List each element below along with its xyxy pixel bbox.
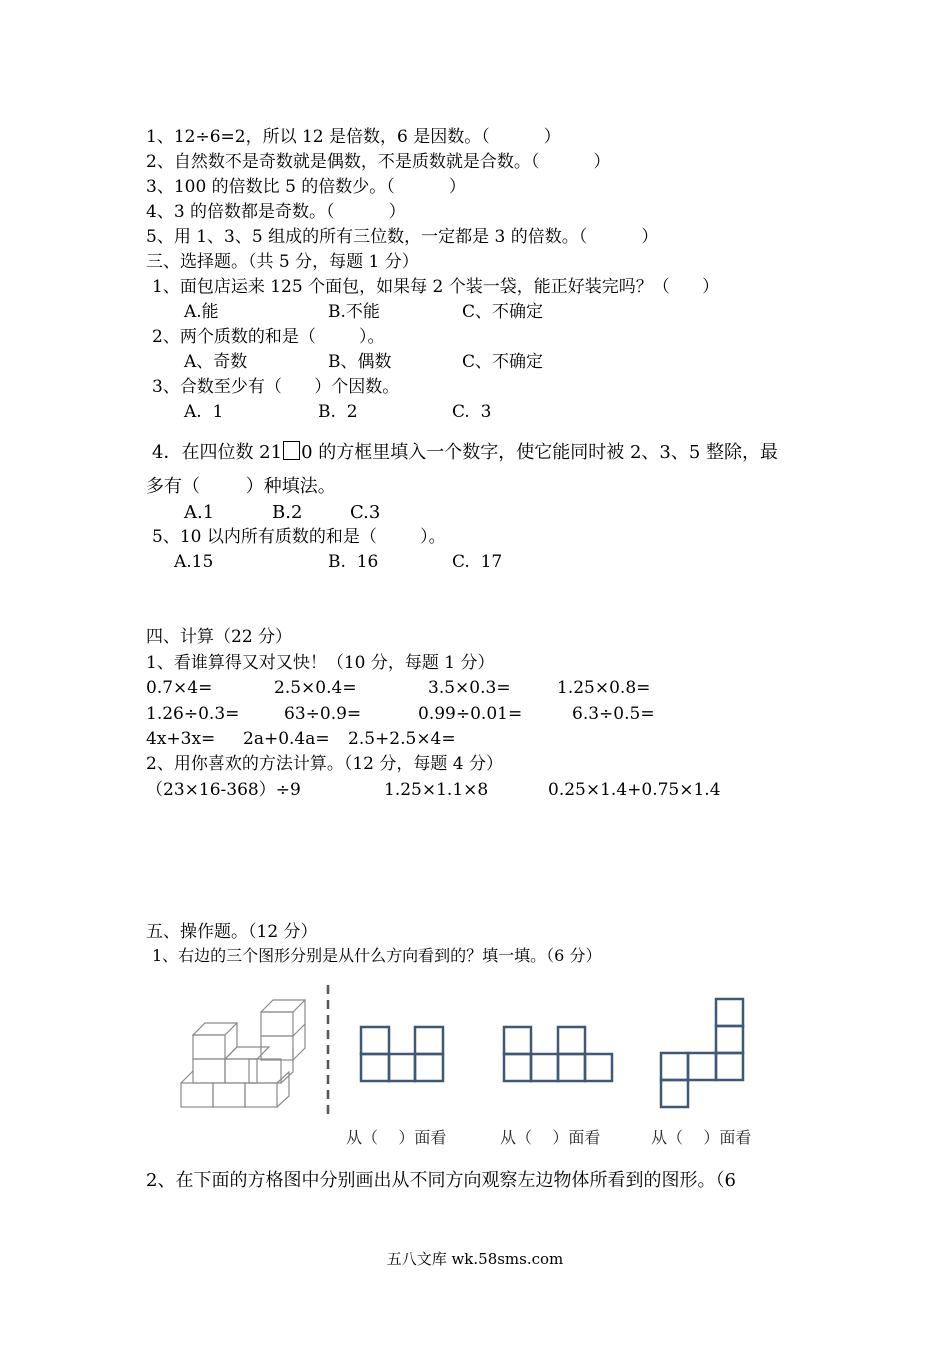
view-shape-2 — [504, 1027, 612, 1081]
choice-q4-b: B.2 — [272, 502, 303, 523]
choice-q2: 2、两个质数的和是（ ）。 — [152, 327, 385, 347]
calc-r3-3: 2.5+2.5×4= — [348, 729, 456, 749]
choice-q3-c: C. 3 — [452, 402, 492, 422]
judge-item-3: 3、100 的倍数比 5 的倍数少。（ ） — [146, 177, 466, 197]
choice-q3-a: A. 1 — [184, 402, 224, 422]
choice-q4-c: C.3 — [350, 502, 381, 523]
operation-q1: 1、右边的三个图形分别是从什么方向看到的？填一填。（6 分） — [152, 946, 602, 965]
judge-item-2: 2、自然数不是奇数就是偶数，不是质数就是合数。（ ） — [146, 152, 611, 172]
choice-q2-a: A、奇数 — [184, 352, 248, 372]
choice-q1-b: B.不能 — [328, 302, 380, 322]
calc-r1-1: 0.7×4= — [146, 678, 213, 698]
calc-r2-2: 63÷0.9= — [284, 704, 362, 724]
page-footer: 五八文库 wk.58sms.com — [386, 1250, 564, 1268]
choice-q4-text-1: 4．在四位数 21 — [152, 442, 283, 463]
calc-r1-2: 2.5×0.4= — [274, 678, 357, 698]
choice-q2-c: C、不确定 — [462, 352, 544, 372]
operation-q2: 2、在下面的方格图中分别画出从不同方向观察左边物体所看到的图形。（6 — [146, 1170, 736, 1191]
choice-q3-b: B. 2 — [318, 402, 358, 422]
choice-q5: 5、10 以内所有质数的和是（ ）。 — [152, 527, 446, 547]
choice-q1-c: C、不确定 — [462, 302, 544, 322]
calc-r4-2: 1.25×1.1×8 — [384, 780, 489, 800]
choice-q3: 3、合数至少有（ ）个因数。 — [152, 377, 400, 397]
choice-q5-a: A.15 — [174, 552, 214, 572]
choice-q5-c: C. 17 — [452, 552, 503, 572]
calc-r2-1: 1.26÷0.3= — [146, 704, 240, 724]
calc-r2-4: 6.3÷0.5= — [572, 704, 655, 724]
calc-r1-3: 3.5×0.3= — [428, 678, 511, 698]
judge-item-5: 5、用 1、3、5 组成的所有三位数，一定都是 3 的倍数。（ ） — [146, 227, 659, 247]
calc-r2-3: 0.99÷0.01= — [418, 704, 523, 724]
calc-sub2: 2、用你喜欢的方法计算。（12 分，每题 4 分） — [146, 754, 503, 774]
calc-sub1: 1、看谁算得又对又快！（10 分，每题 1 分） — [146, 653, 495, 673]
section3-title: 三、选择题。（共 5 分，每题 1 分） — [146, 252, 419, 272]
calc-r3-1: 4x+3x= — [146, 729, 216, 749]
choice-q5-b: B. 16 — [328, 552, 379, 572]
choice-q1: 1、面包店运来 125 个面包，如果每 2 个装一袋，能正好装完吗？（ ） — [152, 277, 720, 297]
choice-q2-b: B、偶数 — [328, 352, 392, 372]
view-caption-2: 从（ ）面看 — [500, 1128, 601, 1147]
calc-r4-1: （23×16-368）÷9 — [146, 780, 301, 800]
choice-q4-text-2: 0 的方框里填入一个数字，使它能同时被 2、3、5 整除，最 — [301, 442, 779, 463]
section4-title: 四、计算（22 分） — [146, 627, 293, 647]
calc-r4-3: 0.25×1.4+0.75×1.4 — [548, 780, 721, 800]
view-caption-3: 从（ ）面看 — [651, 1128, 752, 1147]
cube-stack-figure — [181, 1000, 305, 1107]
section5-title: 五、操作题。（12 分） — [146, 922, 318, 942]
choice-q1-a: A.能 — [184, 302, 219, 322]
view-shape-3 — [661, 999, 743, 1107]
view-caption-1: 从（ ）面看 — [346, 1128, 447, 1147]
judge-item-1: 1、12÷6=2，所以 12 是倍数，6 是因数。（ ） — [146, 127, 561, 147]
calc-r1-4: 1.25×0.8= — [557, 678, 651, 698]
judge-item-4: 4、3 的倍数都是奇数。（ ） — [146, 202, 406, 222]
view-shape-1 — [361, 1027, 443, 1081]
calc-r3-2: 2a+0.4a= — [243, 729, 330, 749]
choice-q4-a: A.1 — [184, 502, 215, 523]
choice-q4-cont: 多有（ ）种填法。 — [146, 476, 336, 497]
